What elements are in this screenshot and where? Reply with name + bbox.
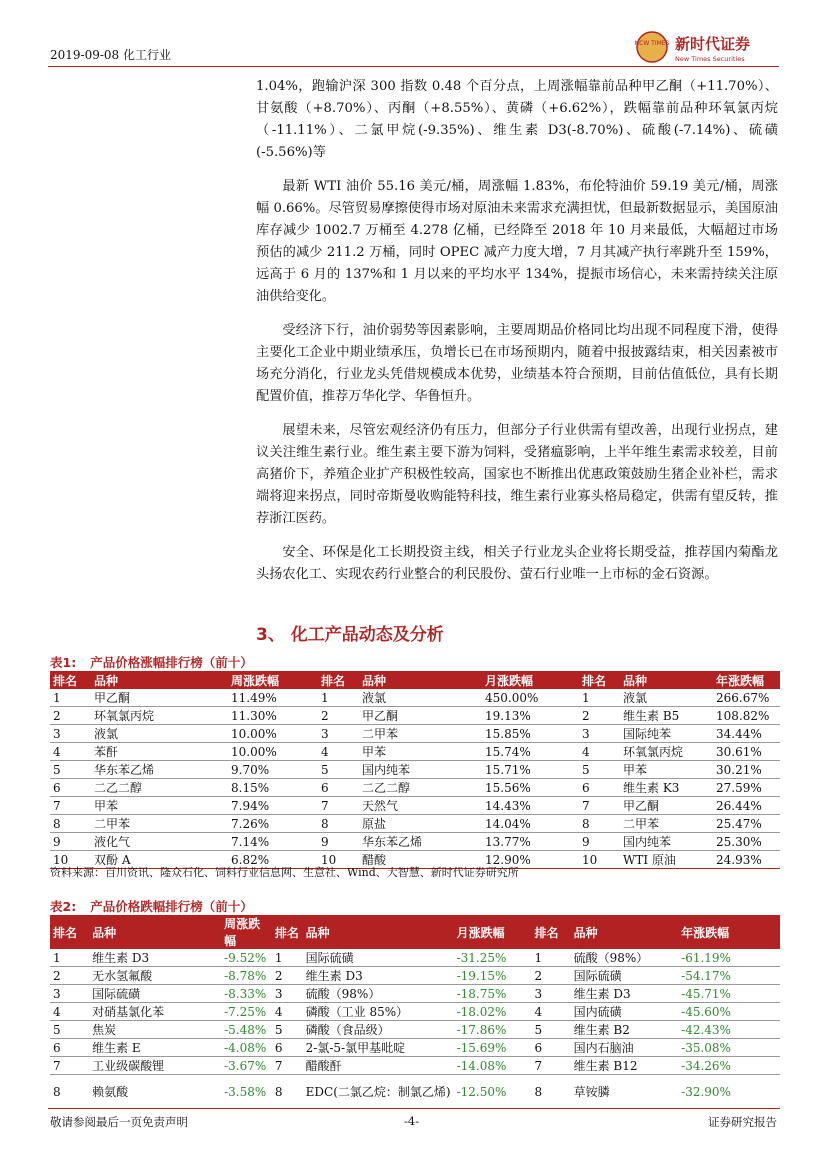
table-row [50,761,780,779]
table-cell: 3 [318,725,359,743]
table-cell: 26.44% [713,797,780,815]
table-cell: 磷酸（食品级） [303,1021,454,1039]
table-cell: 无水氢氟酸 [89,967,221,985]
table-cell: 4 [579,743,620,761]
table-cell: 30.21% [713,761,780,779]
table-cell: 8 [318,815,359,833]
table-cell: 5 [272,1021,303,1039]
table1-label: 表1: [50,655,77,670]
table-cell: EDC(二氯乙烷：制氯乙烯) [303,1075,454,1109]
table-cell: 5 [318,761,359,779]
table-cell: 2 [579,707,620,725]
table-cell: 国际硫磺 [571,967,679,985]
table-cell: 维生素 K3 [620,779,713,797]
table2-header: 周涨跌幅 [221,915,272,949]
footer-divider [48,1108,779,1109]
table-cell: 维生素 D3 [303,967,454,985]
table-cell: 12.90% [482,851,579,869]
table-cell: 7 [532,1057,571,1075]
table-cell: -35.08% [678,1039,780,1057]
table-cell: 25.30% [713,833,780,851]
table-cell: -19.15% [454,967,532,985]
table-cell: 二甲苯 [359,725,482,743]
table-cell: 10.00% [228,743,318,761]
table-cell: 10.00% [228,725,318,743]
paragraph-cycle: 受经济下行，油价弱势等因素影响，主要周期品价格同比均出现不同程度下滑，使得主要化工企业中期业绩承压，负增长已在市场预期内，随着中报披露结束，相关因素被市场充分消化，行业龙头凭借规模成本优势，业绩基本符合预期，目前估值低位，具有长期配置价值，推荐万华化学、华鲁恒升。 [256,323,778,404]
table2-header: 品种 [571,915,679,949]
table-cell: -7.25% [221,1003,272,1021]
table-cell: -4.08% [221,1039,272,1057]
table-cell: 甲苯 [359,743,482,761]
table-row [50,1003,780,1021]
table-cell: 24.93% [713,851,780,869]
table-cell: 环氧氯丙烷 [620,743,713,761]
table-cell: -17.86% [454,1021,532,1039]
table-cell: 11.30% [228,707,318,725]
table1-header: 年涨跌幅 [713,671,780,689]
table-cell: 液氯 [620,689,713,707]
table-cell: 4 [50,743,91,761]
table-cell: 对硝基氯化苯 [89,1003,221,1021]
table-cell: 1 [272,949,303,967]
table-cell: 甲乙酮 [91,689,228,707]
table-cell: 7.26% [228,815,318,833]
table-cell: -14.08% [454,1057,532,1075]
paragraph-outlook: 展望未来，尽管宏观经济仍有压力，但部分子行业供需有望改善，出现行业拐点，建议关注维生素行业。维生素主要下游为饲料，受猪瘟影响，上半年维生素需求较差，目前高猪价下，养殖企业扩产积极性较高，国家也不断推出优惠政策鼓励生猪企业补栏，需求端将迎来拐点，同时帝斯曼收购能特科技，维生素行业寡头格局稳定，供需有望反转，推荐浙江医药。 [256,423,778,526]
table-cell: 15.74% [482,743,579,761]
table-cell: 19.13% [482,707,579,725]
table2-caption [50,897,253,915]
table-cell: 国际硫磺 [89,985,221,1003]
table-cell: 2 [532,967,571,985]
table-cell: 二甲苯 [620,815,713,833]
table-cell: 6 [50,779,91,797]
table-cell: 266.67% [713,689,780,707]
table-cell: 醋酸 [359,851,482,869]
table-row [50,779,780,797]
table-cell: 30.61% [713,743,780,761]
table-row [50,833,780,851]
table-cell: 9.70% [228,761,318,779]
table2-header: 排名 [532,915,571,949]
table-cell: 二乙二醇 [91,779,228,797]
price-rise-table [50,671,780,869]
table-cell: 维生素 B5 [620,707,713,725]
table2-body [50,949,780,1109]
table-row [50,1021,780,1039]
table2-header: 排名 [50,915,89,949]
table-cell: 8.15% [228,779,318,797]
table-cell: 醋酸酐 [303,1057,454,1075]
table-cell: 450.00% [482,689,579,707]
price-fall-table [50,915,780,1109]
table2-header-row [50,915,780,949]
table-row [50,1057,780,1075]
table-cell: 维生素 B2 [571,1021,679,1039]
table-cell: 11.49% [228,689,318,707]
paragraph-safety: 安全、环保是化工长期投资主线，相关子行业龙头企业将长期受益，推荐国内菊酯龙头扬农化工、实现农药行业整合的利民股份、萤石行业唯一上市标的金石资源。 [256,545,778,582]
table-cell: 4 [272,1003,303,1021]
table-cell: 7.94% [228,797,318,815]
report-body [256,76,778,598]
table2-header: 排名 [272,915,303,949]
table-cell: 7 [50,1057,89,1075]
table-cell: 维生素 D3 [89,949,221,967]
footer-page-number: -4- [404,1114,420,1128]
table-cell: 15.71% [482,761,579,779]
table-cell: 1 [50,949,89,967]
table-cell: 液氯 [91,725,228,743]
table-cell: 6 [272,1039,303,1057]
table-row [50,707,780,725]
table-cell: 10 [50,851,91,869]
header-divider [48,66,779,67]
table-cell: -45.60% [678,1003,780,1021]
source-note: 资料来源：百川资讯、隆众石化、饲料行业信息网、生意社、Wind、大智慧、新时代证券研究所 [50,866,519,879]
table-cell: 环氧氯丙烷 [91,707,228,725]
table-cell: 1 [532,949,571,967]
table2-title: 产品价格跌幅排行榜（前十） [90,899,253,914]
logo-name: 新时代证券 [675,35,751,53]
table2-header: 品种 [89,915,221,949]
table-cell: -3.67% [221,1057,272,1075]
paragraph-weekly-change: 1.04%，跑输沪深 300 指数 0.48 个百分点，上周涨幅靠前品种甲乙酮（+11.70%）、甘氨酸（+8.70%）、丙酮（+8.55%）、黄磷（+6.62%），跌幅靠前品种环氧氯丙烷（-11.11%）、二氯甲烷(-9.35%)、维生素 D3(-8.70%)、硫酸(-7.14%)、硫磺(-5.56%)等 [256,79,778,160]
table-cell: 甲乙酮 [620,797,713,815]
table-cell: 6 [318,779,359,797]
table-cell: 二甲苯 [91,815,228,833]
table-cell: 6 [50,1039,89,1057]
footer-report-type: 证券研究报告 [708,1115,777,1129]
table-cell: 7 [318,797,359,815]
table-cell: -18.02% [454,1003,532,1021]
table-cell: 液氯 [359,689,482,707]
table-cell: -3.58% [221,1075,272,1109]
table-cell: 25.47% [713,815,780,833]
table2-header: 年涨跌幅 [678,915,780,949]
table1-header: 排名 [50,671,91,689]
table-cell: 4 [50,1003,89,1021]
table-row [50,985,780,1003]
table-cell: 13.77% [482,833,579,851]
table-cell: 2 [50,967,89,985]
table-cell: 2 [272,967,303,985]
table-cell: 9 [50,833,91,851]
table-cell: 5 [532,1021,571,1039]
table1-header: 排名 [318,671,359,689]
table1-header: 排名 [579,671,620,689]
table-cell: 华东苯乙烯 [91,761,228,779]
table-cell: 6.82% [228,851,318,869]
table-cell: 3 [50,725,91,743]
table-row [50,689,780,707]
table1-header: 月涨跌幅 [482,671,579,689]
table-cell: 国际纯苯 [620,725,713,743]
table-cell: 5 [579,761,620,779]
table-cell: 9 [579,833,620,851]
table-cell: 5 [50,761,91,779]
table-cell: 2-氯-5-氯甲基吡啶 [303,1039,454,1057]
table-cell: -5.48% [221,1021,272,1039]
table-cell: 1 [579,689,620,707]
table-cell: -32.90% [678,1075,780,1109]
table2-label: 表2: [50,899,77,914]
table-cell: 维生素 E [89,1039,221,1057]
table-row [50,1075,780,1109]
company-logo [635,30,785,64]
table-cell: 国内石脑油 [571,1039,679,1057]
header-date-industry: 2019-09-08 化工行业 [50,48,172,62]
table-cell: 3 [272,985,303,1003]
table-cell: -34.26% [678,1057,780,1075]
table-cell: 4 [318,743,359,761]
table-cell: 工业级碳酸锂 [89,1057,221,1075]
table-cell: 磷酸（工业 85%） [303,1003,454,1021]
table-cell: 甲苯 [620,761,713,779]
table-row [50,949,780,967]
table-cell: WTI 原油 [620,851,713,869]
table-cell: 维生素 B12 [571,1057,679,1075]
table1-header: 品种 [620,671,713,689]
table-cell: 维生素 D3 [571,985,679,1003]
table-row [50,1039,780,1057]
table-cell: 27.59% [713,779,780,797]
table-cell: 15.56% [482,779,579,797]
table-cell: -42.43% [678,1021,780,1039]
table-cell: 108.82% [713,707,780,725]
table-cell: 国内硫磺 [571,1003,679,1021]
table-cell: 1 [50,689,91,707]
table-cell: 3 [532,985,571,1003]
table-cell: 9 [318,833,359,851]
section-title: 3、 化工产品动态及分析 [256,625,444,645]
table-cell: 8 [272,1075,303,1109]
table1-body [50,689,780,869]
table-cell: 7 [50,797,91,815]
table-cell: 10 [318,851,359,869]
table-cell: 硫酸（98%） [303,985,454,1003]
table-cell: 7 [579,797,620,815]
table-cell: 6 [579,779,620,797]
table-row [50,815,780,833]
table-cell: 2 [50,707,91,725]
table-cell: 甲乙酮 [359,707,482,725]
table-cell: -61.19% [678,949,780,967]
table-cell: -9.52% [221,949,272,967]
table-cell: 原盐 [359,815,482,833]
table-cell: 34.44% [713,725,780,743]
table-cell: 3 [50,985,89,1003]
logo-subtitle: New Times Securities [675,55,745,63]
logo-mark-text: NCW TIMES [635,40,670,47]
table-cell: 硫酸（98%） [571,949,679,967]
table-row [50,743,780,761]
table-cell: 14.43% [482,797,579,815]
table-row [50,797,780,815]
table-cell: 国内纯苯 [620,833,713,851]
table1-title: 产品价格涨幅排行榜（前十） [90,655,253,670]
table-row [50,725,780,743]
table-cell: 国际硫磺 [303,949,454,967]
table-cell: 6 [532,1039,571,1057]
table-cell: 14.04% [482,815,579,833]
table-cell: 二乙二醇 [359,779,482,797]
table-cell: 7 [272,1057,303,1075]
table-cell: 赖氨酸 [89,1075,221,1109]
table1-header: 品种 [91,671,228,689]
table-cell: 10 [579,851,620,869]
table-row [50,967,780,985]
table-cell: 5 [50,1021,89,1039]
table-cell: -18.75% [454,985,532,1003]
table-cell: 焦炭 [89,1021,221,1039]
table-cell: 草铵膦 [571,1075,679,1109]
footer-disclaimer: 敬请参阅最后一页免责声明 [50,1115,188,1129]
table-cell: 双酚 A [91,851,228,869]
table-cell: 1 [318,689,359,707]
table-cell: 苯酐 [91,743,228,761]
table-cell: 8 [50,1075,89,1109]
table-cell: -8.33% [221,985,272,1003]
table-cell: 国内纯苯 [359,761,482,779]
table-cell: -31.25% [454,949,532,967]
table-cell: -54.17% [678,967,780,985]
table-cell: 天然气 [359,797,482,815]
table-cell: 2 [318,707,359,725]
table1-header-row [50,671,780,689]
table-cell: 甲苯 [91,797,228,815]
table-cell: 4 [532,1003,571,1021]
table-cell: 8 [532,1075,571,1109]
table-cell: -8.78% [221,967,272,985]
table-cell: -15.69% [454,1039,532,1057]
table-cell: -45.71% [678,985,780,1003]
table1-caption [50,653,253,671]
table-cell: 液化气 [91,833,228,851]
table1-header: 品种 [359,671,482,689]
table1-header: 周涨跌幅 [228,671,318,689]
table-cell: 15.85% [482,725,579,743]
table2-header: 品种 [303,915,454,949]
table-cell: 8 [50,815,91,833]
table-cell: -12.50% [454,1075,532,1109]
paragraph-oil-price: 最新 WTI 油价 55.16 美元/桶，周涨幅 1.83%，布伦特油价 59.19 美元/桶，周涨幅 0.66%。尽管贸易摩擦使得市场对原油未来需求充满担忧，但最新数据显示，美国原油库存减少 1002.7 万桶至 4.278 亿桶，已经降至 2018 年 10 月来最低，大幅超过市场预估的减少 211.2 万桶，同时 OPEC 减产力度大增，7 月其减产执行率跳升至 159%，远高于 6 月的 137%和 1 月以来的平均水平 134%，提振市场信心，未来需持续关注原油供给变化。 [256,179,778,304]
table-cell: 8 [579,815,620,833]
table-cell: 华东苯乙烯 [359,833,482,851]
table2-header: 月涨跌幅 [454,915,532,949]
table-cell: 7.14% [228,833,318,851]
table-cell: 3 [579,725,620,743]
